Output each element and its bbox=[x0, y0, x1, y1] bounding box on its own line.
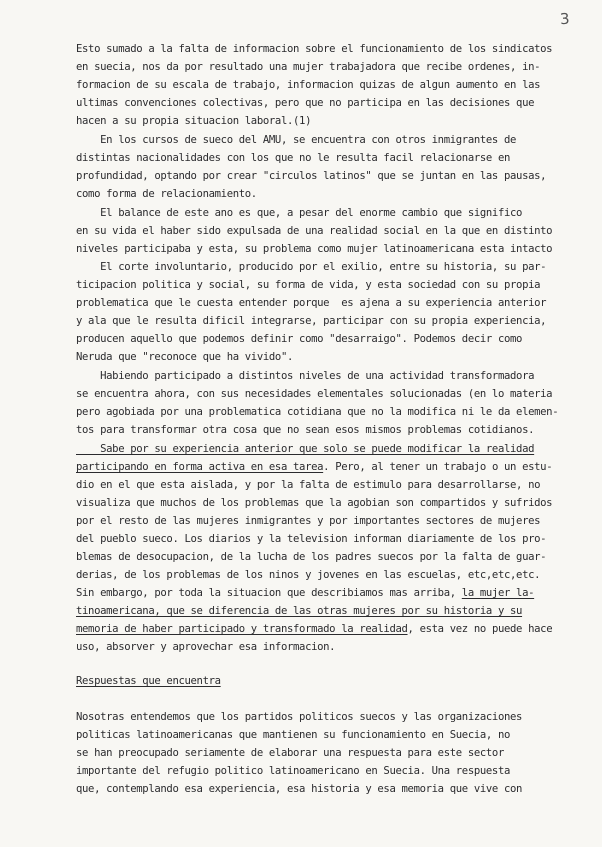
text-line: producen aquello que podemos definir como "desarraigo". Podemos decir como bbox=[76, 333, 523, 345]
text-line: en suecia, nos da por resultado una mujer trabajadora que recibe ordenes, in- bbox=[76, 61, 541, 73]
text-span: Sin embargo, por toda la situacion que describiamos mas arriba, bbox=[76, 587, 462, 599]
text-line: visualiza que muchos de los problemas que la agobian son compartidos y sufridos bbox=[76, 497, 553, 509]
text-line: Nosotras entendemos que los partidos politicos suecos y las organizaciones bbox=[76, 711, 523, 723]
text-line: profundidad, optando por crear "circulos latinos" que se juntan en las pausas, bbox=[76, 170, 547, 182]
text-line: hacen a su propia situacion laboral.(1) bbox=[76, 115, 312, 127]
text-line: se han preocupado seriamente de elaborar una respuesta para este sector bbox=[76, 747, 504, 759]
text-line: formacion de su escala de trabajo, informacion quizas de algun aumento en las bbox=[76, 79, 541, 91]
text-line: que, contemplando esa experiencia, esa historia y esa memoria que vive con bbox=[76, 783, 523, 795]
underlined-phrase: participando en forma activa en esa tarea bbox=[76, 461, 324, 473]
text-line: dio en el que esta aislada, y por la falta de estimulo para desarrollarse, no bbox=[76, 479, 541, 491]
text-line: ticipacion politica y social, su forma de vida, y esta sociedad con su propia bbox=[76, 279, 541, 291]
text-line: se encuentra ahora, con sus necesidades elementales solucionadas (en lo materia bbox=[76, 388, 553, 400]
text-line: uso, absorver y aprovechar esa informacion. bbox=[76, 641, 336, 653]
text-span: . Pero, al tener un trabajo o un estu- bbox=[323, 461, 553, 473]
text-line bbox=[76, 460, 552, 474]
text-line: ultimas convenciones colectivas, pero que no participa en las decisiones que bbox=[76, 97, 535, 109]
text-line: del pueblo sueco. Los diarios y la television informan diariamente de los pro- bbox=[76, 533, 547, 545]
text-line: Esto sumado a la falta de informacion sobre el funcionamiento de los sindicatos bbox=[76, 43, 553, 55]
text-line: importante del refugio politico latinoamericano en Suecia. Una respuesta bbox=[76, 765, 511, 777]
text-span: , esta vez no puede hace bbox=[407, 623, 553, 635]
text-line-underlined: tinoamericana, que se diferencia de las otras mujeres por su historia y su bbox=[76, 605, 523, 617]
underlined-phrase: la mujer la- bbox=[461, 587, 535, 599]
text-line: en su vida el haber sido expulsada de una realidad social en la que en distinto bbox=[76, 225, 553, 237]
text-line: distintas nacionalidades con los que no le resulta facil relacionarse en bbox=[76, 152, 511, 164]
text-line: por el resto de las mujeres inmigrantes y por importantes sectores de mujeres bbox=[76, 515, 541, 527]
text-line: Habiendo participado a distintos niveles de una actividad transformadora bbox=[76, 370, 535, 382]
text-line: blemas de desocupacion, de la lucha de los padres suecos por la falta de guar- bbox=[76, 551, 547, 563]
text-line: El corte involuntario, producido por el exilio, entre su historia, su par- bbox=[76, 261, 547, 273]
text-line: problematica que le cuesta entender porque es ajena a su experiencia anterior bbox=[76, 297, 547, 309]
text-line: y ala que le resulta dificil integrarse, participar con su propia experiencia, bbox=[76, 315, 547, 327]
text-line: El balance de este ano es que, a pesar del enorme cambio que significo bbox=[76, 207, 523, 219]
text-line: pero agobiada por una problematica cotidiana que no la modifica ni le da elemen- bbox=[76, 406, 559, 418]
text-line bbox=[76, 622, 552, 636]
text-line bbox=[76, 586, 534, 600]
section-heading: Respuestas que encuentra bbox=[76, 675, 221, 687]
page-number: 3 bbox=[559, 9, 570, 29]
text-line: como forma de relacionamiento. bbox=[76, 188, 257, 200]
text-line: derias, de los problemas de los ninos y jovenes en las escuelas, etc,etc,etc. bbox=[76, 569, 541, 581]
text-line: tos para transformar otra cosa que no sean esos mismos problemas cotidianos. bbox=[76, 424, 535, 436]
text-line: politicas latinoamericanas que mantienen su funcionamiento en Suecia, no bbox=[76, 729, 511, 741]
underlined-phrase: memoria de haber participado y transformado la realidad bbox=[76, 623, 408, 635]
text-line-underlined: Sabe por su experiencia anterior que solo se puede modificar la realidad bbox=[76, 443, 535, 455]
text-line: En los cursos de sueco del AMU, se encuentra con otros inmigrantes de bbox=[76, 134, 517, 146]
text-line: niveles participaba y esta, su problema como mujer latinoamericana esta intacto bbox=[76, 243, 553, 255]
text-line: Neruda que "reconoce que ha vivido". bbox=[76, 351, 294, 363]
